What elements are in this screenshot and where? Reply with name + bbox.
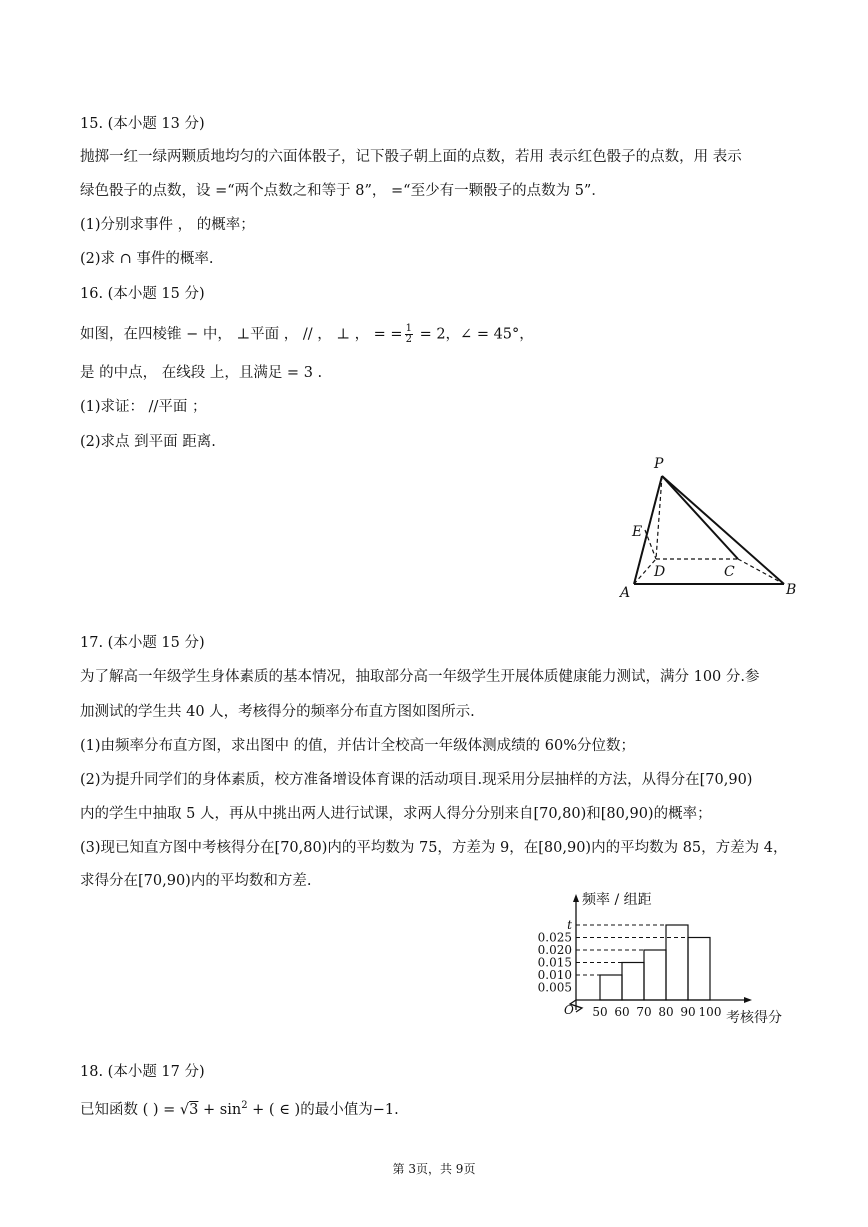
label-B: B [786, 582, 797, 598]
pyramid-figure [610, 452, 810, 602]
sqrt-symbol: √ [179, 1101, 190, 1118]
y-tick-label: 0.015 [537, 955, 572, 970]
histogram-bar-0 [600, 975, 622, 1000]
y-axis-arrow [573, 894, 579, 902]
q15-part1: (1)分别求事件 ， 的概率； [80, 217, 255, 233]
x-tick-label: 70 [636, 1005, 652, 1019]
x-axis-arrow [744, 997, 752, 1003]
q18-line1 [80, 1097, 399, 1119]
q17-part1: (1)由频率分布直方图，求出图中 的值，并估计全校高一年级体测成绩的 60%分位数； [80, 738, 635, 754]
label-D: D [654, 564, 666, 580]
q15-header: 15. (本小题 13 分) [80, 116, 205, 132]
q17-line1: 为了解高一年级学生身体素质的基本情况，抽取部分高一年级学生开展体质健康能力测试，满分 100 分.参 [80, 669, 760, 685]
superscript-2: 2 [241, 1100, 248, 1111]
q16-line1-a: 如图，在四棱锥 − 中， ⊥平面 ， // ， ⊥ ， = = [80, 326, 403, 343]
q16-fraction [405, 324, 413, 345]
q17-header: 17. (本小题 15 分) [80, 635, 205, 651]
histogram-bar-4 [688, 938, 710, 1001]
q17-part3-b: 求得分在[70,90)内的平均数和方差. [80, 873, 312, 889]
y-tick-label: 0.005 [537, 980, 572, 995]
x-tick-label: 90 [680, 1005, 696, 1019]
q16-part1: (1)求证： //平面 ； [80, 399, 207, 415]
histogram-bar-2 [644, 950, 666, 1000]
origin-label: O [564, 1003, 574, 1017]
q15-part2: (2)求 ∩ 事件的概率. [80, 251, 214, 267]
x-tick-label: 80 [658, 1005, 674, 1019]
q17-line2: 加测试的学生共 40 人，考核得分的频率分布直方图如图所示. [80, 704, 475, 720]
q16-line1 [80, 324, 534, 345]
edge-PB [662, 476, 784, 584]
q18-text-b: + sin [198, 1101, 242, 1118]
label-C: C [724, 564, 735, 580]
edge-PC [662, 476, 738, 559]
q18-header: 18. (本小题 17 分) [80, 1064, 205, 1080]
q17-part2-b: 内的学生中抽取 5 人，再从中挑出两人进行试课，求两人得分分别来自[70,80)和[80,90)的概率； [80, 806, 712, 822]
page-footer: 第 3页，共 9页 [392, 1162, 476, 1176]
x-axis-label: 考核得分 [726, 1010, 782, 1026]
sqrt-argument: 3 [189, 1101, 199, 1118]
q18-text-c: + ( ∈ )的最小值为−1. [247, 1101, 399, 1118]
y-tick-label: t [567, 918, 572, 932]
fraction-numerator: 1 [405, 323, 412, 334]
y-tick-label: 0.010 [537, 968, 572, 982]
q17-part3-a: (3)现已知直方图中考核得分在[70,80)内的平均数为 75，方差为 9，在[80,90)内的平均数为 85，方差为 4， [80, 840, 788, 856]
y-axis-label: 频率 / 组距 [582, 892, 652, 908]
label-A: A [620, 585, 631, 601]
histogram-bar-1 [622, 963, 644, 1001]
label-P: P [654, 456, 664, 472]
q15-line2: 绿色骰子的点数，设 =“两个点数之和等于 8”， =“至少有一颗骰子的点数为 5”． [80, 183, 606, 199]
x-tick-label: 60 [614, 1005, 630, 1019]
y-tick-label: 0.025 [537, 930, 572, 945]
x-tick-label: 50 [592, 1005, 608, 1019]
q17-part2-a: (2)为提升同学们的身体素质，校方准备增设体育课的活动项目.现采用分层抽样的方法，从得分在[70,90) [80, 772, 753, 788]
q16-header: 16. (本小题 15 分) [80, 286, 205, 302]
frequency-histogram [530, 890, 810, 1030]
label-E: E [632, 524, 643, 540]
q16-line1-b: = 2，∠ = 45°， [414, 326, 534, 343]
x-tick-label: 100 [698, 1005, 722, 1019]
y-tick-label: 0.020 [537, 943, 572, 957]
q16-part2: (2)求点 到平面 距离. [80, 434, 216, 450]
q15-line1: 抛掷一红一绿两颗质地均匀的六面体骰子，记下骰子朝上面的点数，若用 表示红色骰子的点数，用 表示 [80, 149, 742, 165]
fraction-denominator: 2 [405, 334, 412, 345]
q16-line2: 是 的中点， 在线段 上，且满足 = 3 . [80, 365, 323, 381]
q18-text-a: 已知函数 ( ) = [80, 1101, 180, 1118]
histogram-bar-3 [666, 925, 688, 1000]
